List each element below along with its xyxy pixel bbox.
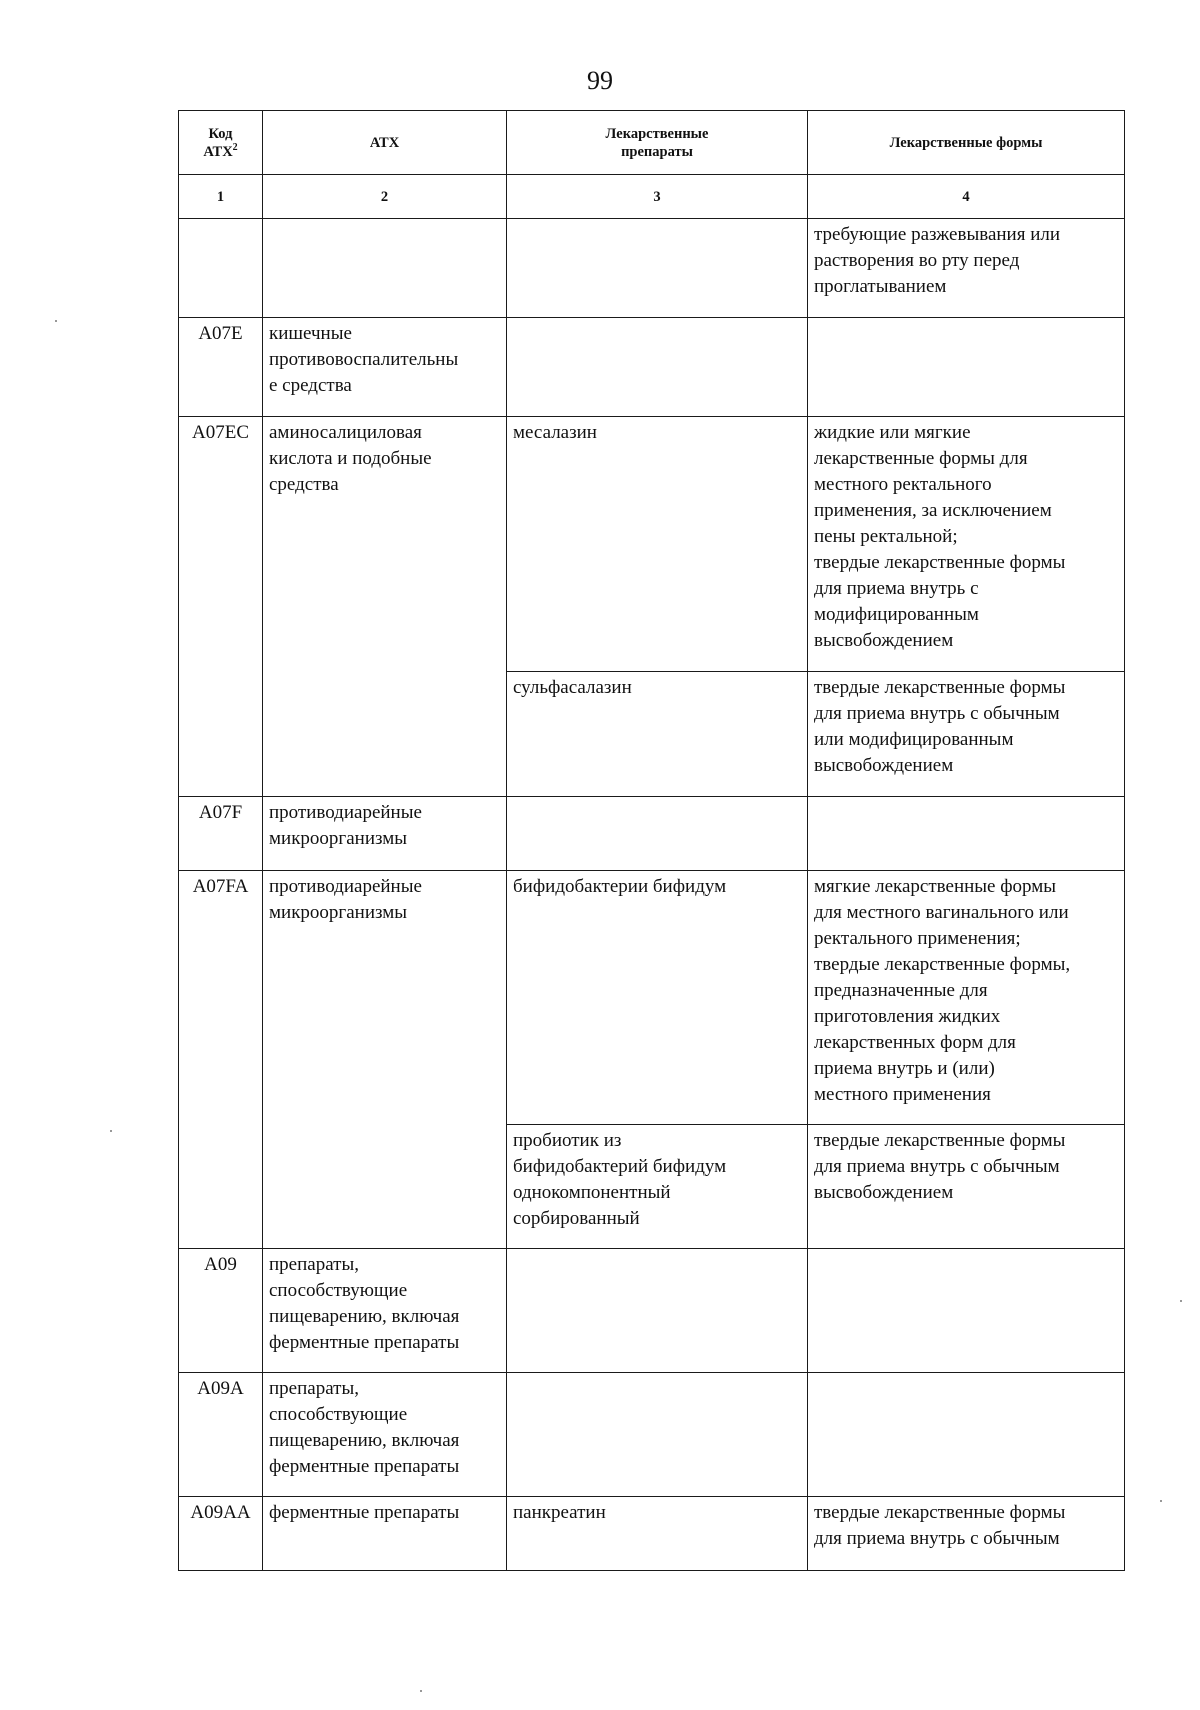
drug-cell	[507, 318, 808, 417]
text-line: приготовления жидких	[814, 1006, 1001, 1027]
atx-code-cell: A07FA	[179, 871, 263, 1249]
text-line: для приема внутрь с	[814, 578, 979, 599]
header-drugs	[507, 111, 808, 175]
scan-speck	[110, 1130, 112, 1132]
drug-cell	[507, 417, 808, 672]
text-line: ферментные препараты	[269, 1502, 460, 1523]
table-row	[179, 871, 1125, 1125]
header-dosage-forms: Лекарственные формы	[808, 111, 1125, 175]
drug-cell	[507, 1125, 808, 1249]
atx-name-cell	[263, 417, 507, 797]
text-line: кишечные	[269, 323, 352, 344]
text-line: противодиарейные	[269, 876, 422, 897]
text-line: месалазин	[513, 422, 597, 443]
text-line: для местного вагинального или	[814, 902, 1069, 923]
drug-cell	[507, 1249, 808, 1373]
text-line: микроорганизмы	[269, 828, 408, 849]
atx-name-cell	[263, 1249, 507, 1373]
atx-code-cell: A09A	[179, 1373, 263, 1497]
text-line: противовоспалительны	[269, 349, 459, 370]
drug-cell	[507, 672, 808, 797]
text-line: ферментные препараты	[269, 1332, 460, 1353]
atx-code-cell: A07E	[179, 318, 263, 417]
text-line: кислота и подобные	[269, 448, 432, 469]
text-line: пищеварению, включая	[269, 1430, 460, 1451]
text-line: лекарственных форм для	[814, 1032, 1016, 1053]
header-atx-code-line: Код	[208, 125, 233, 142]
drug-cell	[507, 219, 808, 318]
atx-name-cell	[263, 871, 507, 1249]
text-line: микроорганизмы	[269, 902, 408, 923]
text-line: предназначенные для	[814, 980, 988, 1001]
dosage-form-cell	[808, 1249, 1125, 1373]
text-line: применения, за исключением	[814, 500, 1052, 521]
text-line: мягкие лекарственные формы	[814, 876, 1057, 897]
dosage-form-cell	[808, 797, 1125, 871]
text-line: твердые лекарственные формы	[814, 677, 1066, 698]
column-number: 4	[808, 175, 1125, 219]
atx-name-cell	[263, 1497, 507, 1571]
text-line: пены ректальной;	[814, 526, 958, 547]
text-line: твердые лекарственные формы	[814, 552, 1066, 573]
text-line: жидкие или мягкие	[814, 422, 971, 443]
table-row	[179, 318, 1125, 417]
text-line: твердые лекарственные формы,	[814, 954, 1071, 975]
scan-speck	[1160, 1500, 1162, 1502]
text-line: бифидобактерии бифидум	[513, 876, 727, 897]
drug-cell	[507, 1373, 808, 1497]
dosage-form-cell	[808, 219, 1125, 318]
dosage-form-cell	[808, 871, 1125, 1125]
drug-cell	[507, 797, 808, 871]
atx-name-cell	[263, 219, 507, 318]
text-line: высвобождением	[814, 1182, 954, 1203]
text-line: аминосалициловая	[269, 422, 422, 443]
text-line: ферментные препараты	[269, 1456, 460, 1477]
text-line: способствующие	[269, 1404, 408, 1425]
text-line: требующие разжевывания или	[814, 224, 1061, 245]
table-row	[179, 417, 1125, 672]
text-line: лекарственные формы для	[814, 448, 1028, 469]
column-number: 1	[179, 175, 263, 219]
text-line: высвобождением	[814, 630, 954, 651]
atx-name-cell	[263, 1373, 507, 1497]
text-line: твердые лекарственные формы	[814, 1130, 1066, 1151]
header-drugs-line: препараты	[621, 143, 693, 160]
text-line: или модифицированным	[814, 729, 1014, 750]
header-atx: АТХ	[263, 111, 507, 175]
text-line: местного применения	[814, 1084, 991, 1105]
text-line: для приема внутрь с обычным	[814, 703, 1060, 724]
text-line: панкреатин	[513, 1502, 606, 1523]
table-row	[179, 1373, 1125, 1497]
atx-name-cell	[263, 797, 507, 871]
text-line: средства	[269, 474, 339, 495]
text-line: сорбированный	[513, 1208, 640, 1229]
text-line: местного ректального	[814, 474, 992, 495]
text-line: твердые лекарственные формы	[814, 1502, 1066, 1523]
text-line: для приема внутрь с обычным	[814, 1528, 1060, 1549]
text-line: проглатыванием	[814, 276, 947, 297]
text-line: ректального применения;	[814, 928, 1021, 949]
scan-speck	[1180, 1300, 1182, 1302]
text-line: е средства	[269, 375, 352, 396]
text-line: сульфасалазин	[513, 677, 632, 698]
text-line: приема внутрь и (или)	[814, 1058, 995, 1079]
text-line: однокомпонентный	[513, 1182, 671, 1203]
header-atx-code-abbr: АТХ	[203, 143, 233, 160]
text-line: модифицированным	[814, 604, 979, 625]
text-line: для приема внутрь с обычным	[814, 1156, 1060, 1177]
header-drugs-line: Лекарственные	[605, 125, 709, 142]
atx-drug-table	[178, 110, 1125, 1571]
text-line: препараты,	[269, 1378, 359, 1399]
atx-code-cell: A09	[179, 1249, 263, 1373]
header-atx-code	[179, 111, 263, 175]
dosage-form-cell	[808, 1497, 1125, 1571]
drug-cell	[507, 1497, 808, 1571]
atx-code-cell	[179, 219, 263, 318]
table-row	[179, 1249, 1125, 1373]
atx-code-cell: A07F	[179, 797, 263, 871]
text-line: пробиотик из	[513, 1130, 622, 1151]
scan-speck	[420, 1690, 422, 1692]
dosage-form-cell	[808, 672, 1125, 797]
atx-code-cell: A09AA	[179, 1497, 263, 1571]
text-line: способствующие	[269, 1280, 408, 1301]
text-line: растворения во рту перед	[814, 250, 1020, 271]
atx-code-cell: A07EC	[179, 417, 263, 797]
atx-name-cell	[263, 318, 507, 417]
dosage-form-cell	[808, 318, 1125, 417]
table-row	[179, 797, 1125, 871]
text-line: бифидобактерий бифидум	[513, 1156, 727, 1177]
text-line: высвобождением	[814, 755, 954, 776]
dosage-form-cell	[808, 1373, 1125, 1497]
header-atx-code-line	[183, 143, 258, 161]
table-row	[179, 219, 1125, 318]
text-line: препараты,	[269, 1254, 359, 1275]
text-line: пищеварению, включая	[269, 1306, 460, 1327]
table-header-row	[179, 111, 1125, 175]
dosage-form-cell	[808, 1125, 1125, 1249]
page-number: 99	[587, 66, 613, 95]
dosage-form-cell	[808, 417, 1125, 672]
drug-cell	[507, 871, 808, 1125]
column-number: 3	[507, 175, 808, 219]
column-number-row	[179, 175, 1125, 219]
text-line: противодиарейные	[269, 802, 422, 823]
table-row	[179, 1497, 1125, 1571]
footnote-mark: 2	[232, 141, 238, 153]
scan-speck	[55, 320, 57, 322]
column-number: 2	[263, 175, 507, 219]
